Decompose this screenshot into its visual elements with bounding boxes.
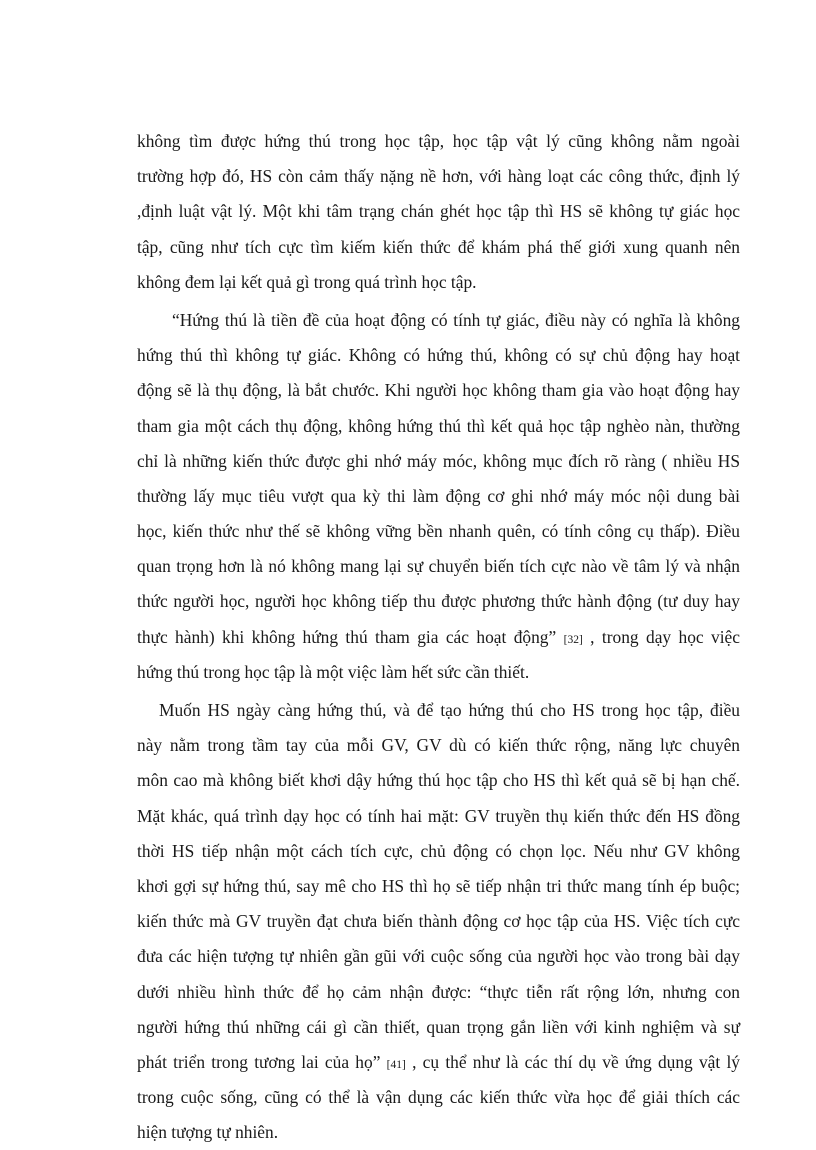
text-line: kiến thức mà GV truyền đạt chưa biến thành động cơ học tập của HS. Việc tích cực	[137, 911, 740, 932]
paragraph-2	[137, 303, 740, 690]
citation-41: [41]	[386, 1058, 406, 1071]
text-line: người hứng thú những cái gì cần thiết, quan trọng gắn liền với kinh nghiệm và sự	[137, 1016, 740, 1037]
text-segment: , trong dạy học việc	[590, 626, 740, 647]
text-line: trong cuộc sống, cũng có thể là vận dụng các kiến thức vừa học để giải thích các	[137, 1087, 740, 1108]
text-line: học, kiến thức như thế sẽ không vững bền nhanh quên, có tính công cụ thấp). Điều	[137, 521, 740, 542]
text-line: không tìm được hứng thú trong học tập, học tập vật lý cũng không nằm ngoài	[137, 131, 740, 151]
paragraph-1	[137, 124, 740, 300]
text-line: động sẽ là thụ động, là bắt chước. Khi người học không tham gia vào hoạt động hay	[137, 380, 740, 401]
text-line: hứng thú thì không tự giác. Không có hứng thú, không có sự chủ động hay hoạt	[137, 345, 740, 366]
text-line: Muốn HS ngày càng hứng thú, và để tạo hứng thú cho HS trong học tập, điều	[159, 700, 740, 720]
text-line: dưới nhiều hình thức để họ cảm nhận được: “thực tiễn rất rộng lớn, nhưng con	[137, 981, 740, 1002]
text-line: đưa các hiện tượng tự nhiên gần gũi với cuộc sống của người học vào trong bài dạy	[137, 946, 740, 967]
body-text	[137, 124, 740, 1150]
text-line: tập, cũng như tích cực tìm kiếm kiến thức để khám phá thế giới xung quanh nên	[137, 236, 740, 257]
text-line: thời HS tiếp nhận một cách tích cực, chủ động có chọn lọc. Nếu như GV không	[137, 840, 740, 861]
text-segment: phát triển trong tương lai của họ”	[137, 1051, 381, 1072]
text-line: “Hứng thú là tiền đề của hoạt động có tính tự giác, điều này có nghĩa là không	[172, 309, 740, 330]
text-line: không đem lại kết quả gì trong quá trình học tập.	[137, 271, 477, 292]
text-line: quan trọng hơn là nó không mang lại sự chuyển biến tích cực nào về tâm lý và nhận	[137, 556, 740, 577]
text-line: hiện tượng tự nhiên.	[137, 1122, 279, 1143]
text-line: trường hợp đó, HS còn cảm thấy nặng nề hơn, với hàng loạt các công thức, định lý	[137, 166, 740, 187]
paragraph-3	[137, 693, 740, 1150]
text-line: chỉ là những kiến thức được ghi nhớ máy móc, không mục đích rõ ràng ( nhiều HS	[137, 450, 740, 471]
text-line: khơi gợi sự hứng thú, say mê cho HS thì họ sẽ tiếp nhận tri thức mang tính ép buộc;	[137, 875, 740, 896]
text-line: thường lấy mục tiêu vượt qua kỳ thi làm động cơ ghi nhớ máy móc nội dung bài	[137, 485, 740, 506]
text-line: này nằm trong tầm tay của mỗi GV, GV dù có kiến thức rộng, năng lực chuyên	[137, 735, 740, 756]
text-segment: , cụ thể như là các thí dụ về ứng dụng vật lý	[412, 1051, 740, 1072]
text-line: Mặt khác, quá trình dạy học có tính hai mặt: GV truyền thụ kiến thức đến HS đồng	[137, 805, 740, 826]
text-line-with-citation	[137, 1045, 740, 1080]
text-line: thức người học, người học không tiếp thu được phương thức hành động (tư duy hay	[137, 591, 740, 612]
text-line-with-citation	[137, 620, 740, 655]
text-line: môn cao mà không biết khơi dậy hứng thú học tập cho HS thì kết quả sẽ bị hạn chế.	[137, 770, 740, 791]
text-line: tham gia một cách thụ động, không hứng thú thì kết quả học tập nghèo nàn, thường	[137, 415, 740, 436]
text-line: hứng thú trong học tập là một việc làm hết sức cần thiết.	[137, 661, 530, 682]
text-segment: thực hành) khi không hứng thú tham gia các hoạt động”	[137, 626, 557, 647]
citation-32: [32]	[563, 633, 583, 646]
text-line: ,định luật vật lý. Một khi tâm trạng chán ghét học tập thì HS sẽ không tự giác học	[137, 201, 740, 222]
